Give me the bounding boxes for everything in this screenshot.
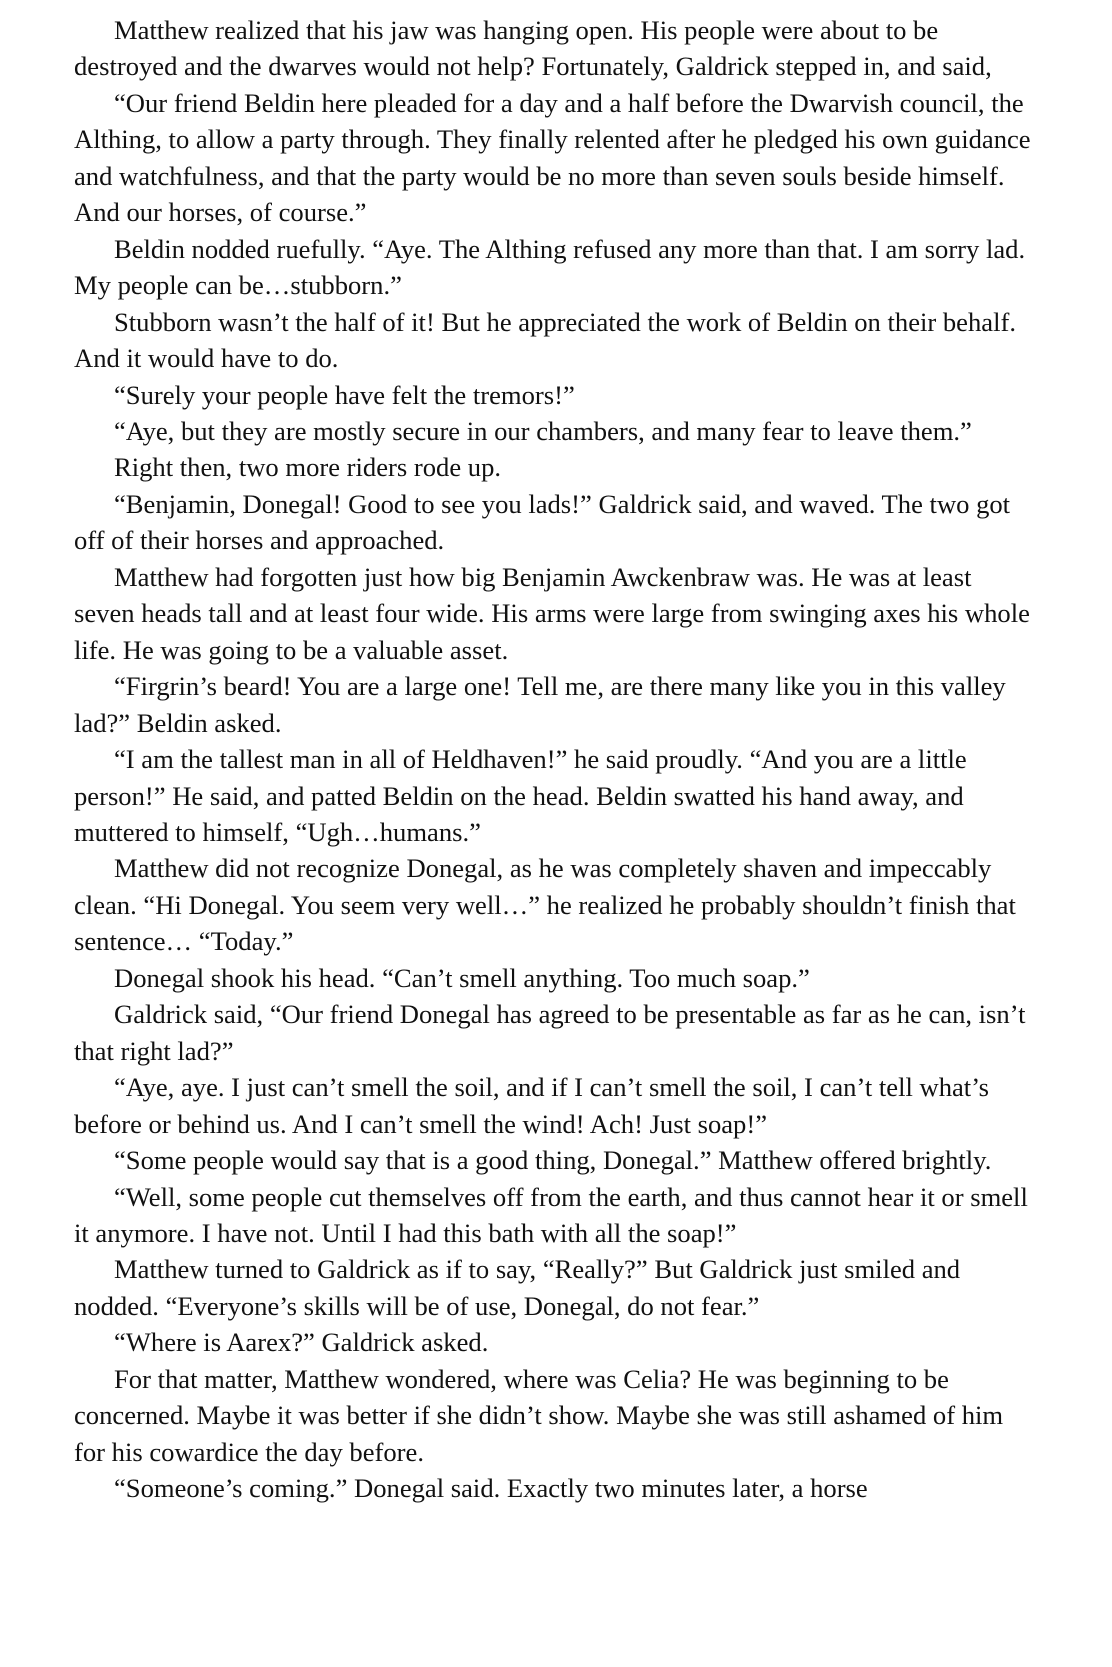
paragraph: Matthew realized that his jaw was hanging open. His people were about to be destroyed and the dwarves would not help? Fortunately, Galdrick stepped in, and said, [74,15,992,82]
paragraph: Donegal shook his head. “Can’t smell anything. Too much soap.” [114,962,810,993]
page-body [74,12,1034,1507]
paragraph: “Well, some people cut themselves off from the earth, and thus cannot hear it or smell it anymore. I have not. Until I had this bath with all the soap!” [74,1181,1028,1248]
paragraph: Galdrick said, “Our friend Donegal has agreed to be presentable as far as he can, isn’t that right lad?” [74,999,1026,1066]
paragraph: “Someone’s coming.” Donegal said. Exactly two minutes later, a horse [114,1473,868,1504]
paragraph: For that matter, Matthew wondered, where was Celia? He was beginning to be concerned. Maybe it was better if she didn’t show. Maybe she was still ashamed of him for his cowardice the day before. [74,1363,1004,1467]
paragraph: “Surely your people have felt the tremors!” [114,379,575,410]
paragraph: Matthew did not recognize Donegal, as he was completely shaven and impeccably clean. “Hi Donegal. You seem very well…” he realized he probably shouldn’t finish that sentence… “Today.” [74,853,1016,957]
paragraph: “Benjamin, Donegal! Good to see you lads!” Galdrick said, and waved. The two got off of their horses and approached. [74,488,1011,556]
paragraph: Right then, two more riders rode up. [114,452,502,483]
paragraph: “Aye, but they are mostly secure in our chambers, and many fear to leave them.” [114,415,972,446]
paragraph: Beldin nodded ruefully. “Aye. The Althing refused any more than that. I am sorry lad. My people can be…stubborn.” [74,233,1026,301]
paragraph: “Our friend Beldin here pleaded for a day and a half before the Dwarvish council, the Althing, to allow a party through. They finally relented after he pledged his own guidance and watchfulness, and that the party would be no more than seven souls beside himself. And our horses, of course.” [74,87,1031,228]
paragraph: Matthew had forgotten just how big Benjamin Awckenbraw was. He was at least seven heads tall and at least four wide. His arms were large from swinging axes his whole life. He was going to be a valuable asset. [74,561,1030,665]
paragraph: Stubborn wasn’t the half of it! But he appreciated the work of Beldin on their behalf. And it would have to do. [74,306,1016,374]
paragraph: “Some people would say that is a good thing, Donegal.” Matthew offered brightly. [114,1145,992,1176]
paragraph: “I am the tallest man in all of Heldhaven!” he said proudly. “And you are a little person!” He said, and patted Beldin on the head. Beldin swatted his hand away, and muttered to himself, “Ugh…humans.” [74,744,967,847]
paragraph: “Aye, aye. I just can’t smell the soil, and if I can’t smell the soil, I can’t tell what’s before or behind us. And I can’t smell the wind! Ach! Just soap!” [74,1072,989,1139]
paragraph: Matthew turned to Galdrick as if to say, “Really?” But Galdrick just smiled and nodded. “Everyone’s skills will be of use, Donegal, do not fear.” [74,1254,961,1321]
paragraph: “Firgrin’s beard! You are a large one! Tell me, are there many like you in this valley lad?” Beldin asked. [74,671,1006,738]
paragraph: “Where is Aarex?” Galdrick asked. [114,1327,489,1358]
